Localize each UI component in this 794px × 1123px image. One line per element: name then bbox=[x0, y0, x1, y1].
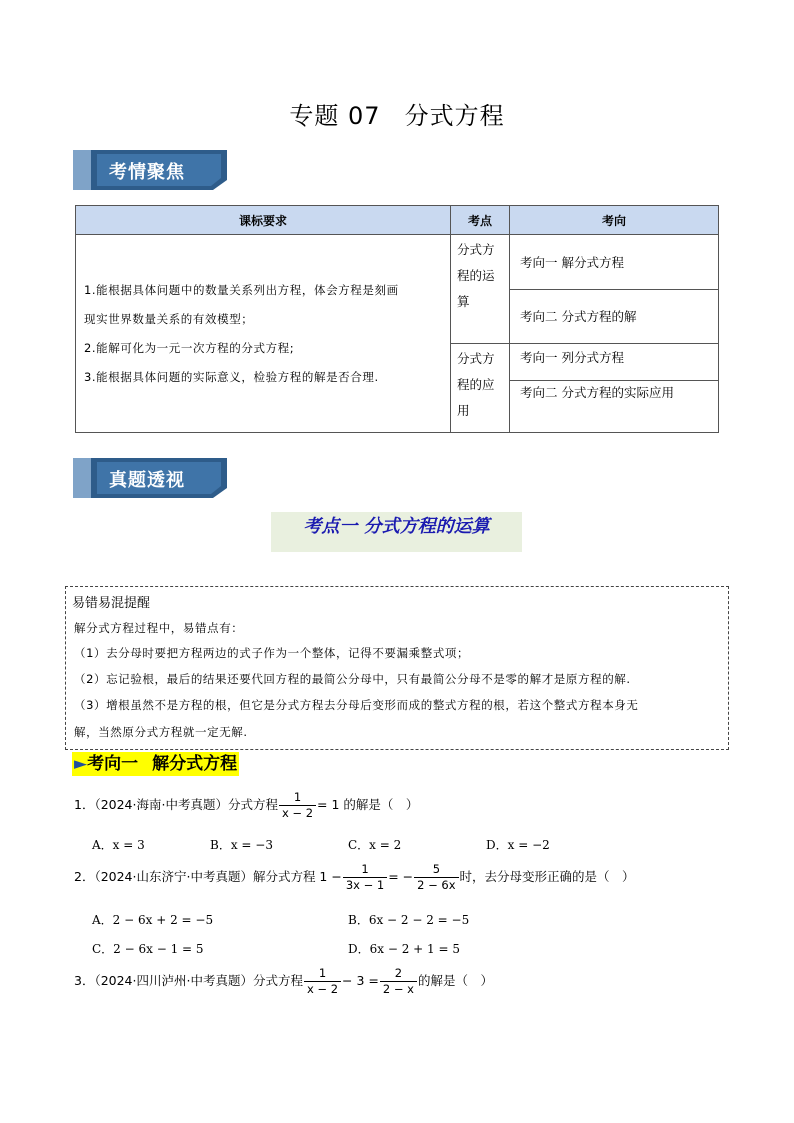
page-title bbox=[0, 96, 794, 131]
fraction bbox=[304, 966, 341, 997]
fraction bbox=[343, 862, 387, 893]
question-1 bbox=[74, 790, 418, 821]
fraction-denominator: x − 2 bbox=[306, 982, 339, 996]
fraction-denominator: 2 − x bbox=[382, 982, 414, 996]
fraction-numerator: 5 bbox=[414, 862, 458, 878]
fraction-numerator: 1 bbox=[279, 790, 316, 806]
kaoxiang-cell: 考向二 分式方程的实际应用 bbox=[510, 381, 719, 433]
equation-middle: − 3 = bbox=[342, 973, 379, 988]
fraction bbox=[279, 790, 316, 821]
option-d[interactable]: D．6x − 2 + 1 = 5 bbox=[348, 942, 460, 956]
requirement-line: 2.能解可化为一元一次方程的分式方程; bbox=[84, 340, 295, 355]
curriculum-table bbox=[75, 205, 719, 433]
question-number: 1． bbox=[74, 797, 95, 812]
question-tail: 时，去分母变形正确的是（ ） bbox=[459, 869, 635, 884]
kaoxiang-number: 考向一 bbox=[87, 754, 139, 774]
header-kaodian: 考点 bbox=[451, 206, 510, 235]
tips-box bbox=[65, 586, 729, 750]
question-stem: （2024·四川泸州·中考真题）分式方程 bbox=[94, 973, 303, 988]
fraction-numerator: 2 bbox=[380, 966, 417, 982]
kaodian-section-title: 考点一 分式方程的运算 bbox=[271, 512, 522, 552]
tip-line: （3）增根虽然不是方程的根，但它是分式方程去分母后变形而成的整式方程的根，若这个整式方程本身无 bbox=[74, 698, 639, 712]
kaoxiang-cell: 考向二 分式方程的解 bbox=[510, 289, 719, 344]
question-3 bbox=[74, 966, 493, 997]
fraction-denominator: 3x − 1 bbox=[345, 878, 385, 892]
title-topic-name: 分式方程 bbox=[404, 102, 505, 130]
question-number: 3． bbox=[74, 973, 95, 988]
fraction-denominator: 2 − 6x bbox=[417, 878, 456, 892]
kaodian-cell: 分式方程的运算 bbox=[451, 235, 510, 344]
equation-middle: = − bbox=[388, 869, 414, 884]
question-stem: （2024·海南·中考真题）分式方程 bbox=[94, 797, 278, 812]
fraction-numerator: 1 bbox=[304, 966, 341, 982]
kaodian-cell: 分式方程的应用 bbox=[451, 344, 510, 433]
option-d[interactable]: D．x = −2 bbox=[486, 838, 550, 852]
section-banner-zhenti bbox=[73, 458, 227, 498]
tips-title: 易错易混提醒 bbox=[72, 596, 151, 611]
table-header-row bbox=[76, 206, 719, 235]
requirements-cell bbox=[76, 235, 451, 433]
option-a[interactable]: A．x = 3 bbox=[92, 838, 145, 852]
kaoxiang-heading bbox=[72, 752, 239, 776]
tip-line: （1）去分母时要把方程两边的式子作为一个整体，记得不要漏乘整式项； bbox=[74, 646, 470, 660]
question-number: 2． bbox=[74, 869, 95, 884]
requirement-line: 现实世界数量关系的有效模型； bbox=[84, 311, 254, 326]
requirement-line: 1.能根据具体问题中的数量关系列出方程，体会方程是刻画 bbox=[84, 282, 399, 297]
tip-line: 解，当然原分式方程就一定无解. bbox=[74, 725, 248, 739]
banner-label: 考情聚焦 bbox=[109, 162, 185, 183]
question-2 bbox=[74, 862, 635, 893]
fraction-denominator: x − 2 bbox=[281, 806, 314, 820]
title-topic-number: 专题 07 bbox=[289, 102, 381, 130]
fraction bbox=[414, 862, 458, 893]
kaoxiang-cell: 考向一 列分式方程 bbox=[510, 344, 719, 381]
option-b[interactable]: B．6x − 2 − 2 = −5 bbox=[348, 913, 470, 927]
header-requirements: 课标要求 bbox=[76, 206, 451, 235]
question-stem: （2024·山东济宁·中考真题）解分式方程 1 − bbox=[94, 869, 342, 884]
kaoxiang-cell: 考向一 解分式方程 bbox=[510, 235, 719, 290]
option-c[interactable]: C．x = 2 bbox=[348, 838, 402, 852]
kaoxiang-name: 解分式方程 bbox=[152, 754, 238, 774]
option-b[interactable]: B．x = −3 bbox=[210, 838, 273, 852]
tip-line: （2）忘记验根，最后的结果还要代回方程的最简公分母中，只有最简公分母不是零的解才是原方程的解. bbox=[74, 672, 631, 686]
option-c[interactable]: C．2 − 6x − 1 = 5 bbox=[92, 942, 204, 956]
question-tail: 的解是（ ） bbox=[417, 973, 493, 988]
triangle-arrow-icon: ► bbox=[74, 754, 88, 774]
option-a[interactable]: A．2 − 6x + 2 = −5 bbox=[92, 913, 214, 927]
header-kaoxiang: 考向 bbox=[510, 206, 719, 235]
section-banner-kaoqing bbox=[73, 150, 227, 190]
banner-label: 真题透视 bbox=[109, 470, 185, 491]
fraction-numerator: 1 bbox=[343, 862, 387, 878]
requirement-line: 3.能根据具体问题的实际意义，检验方程的解是否合理. bbox=[84, 369, 379, 384]
fraction bbox=[380, 966, 417, 997]
question-tail: = 1 的解是（ ） bbox=[317, 797, 419, 812]
tip-line: 解分式方程过程中，易错点有： bbox=[74, 621, 244, 635]
